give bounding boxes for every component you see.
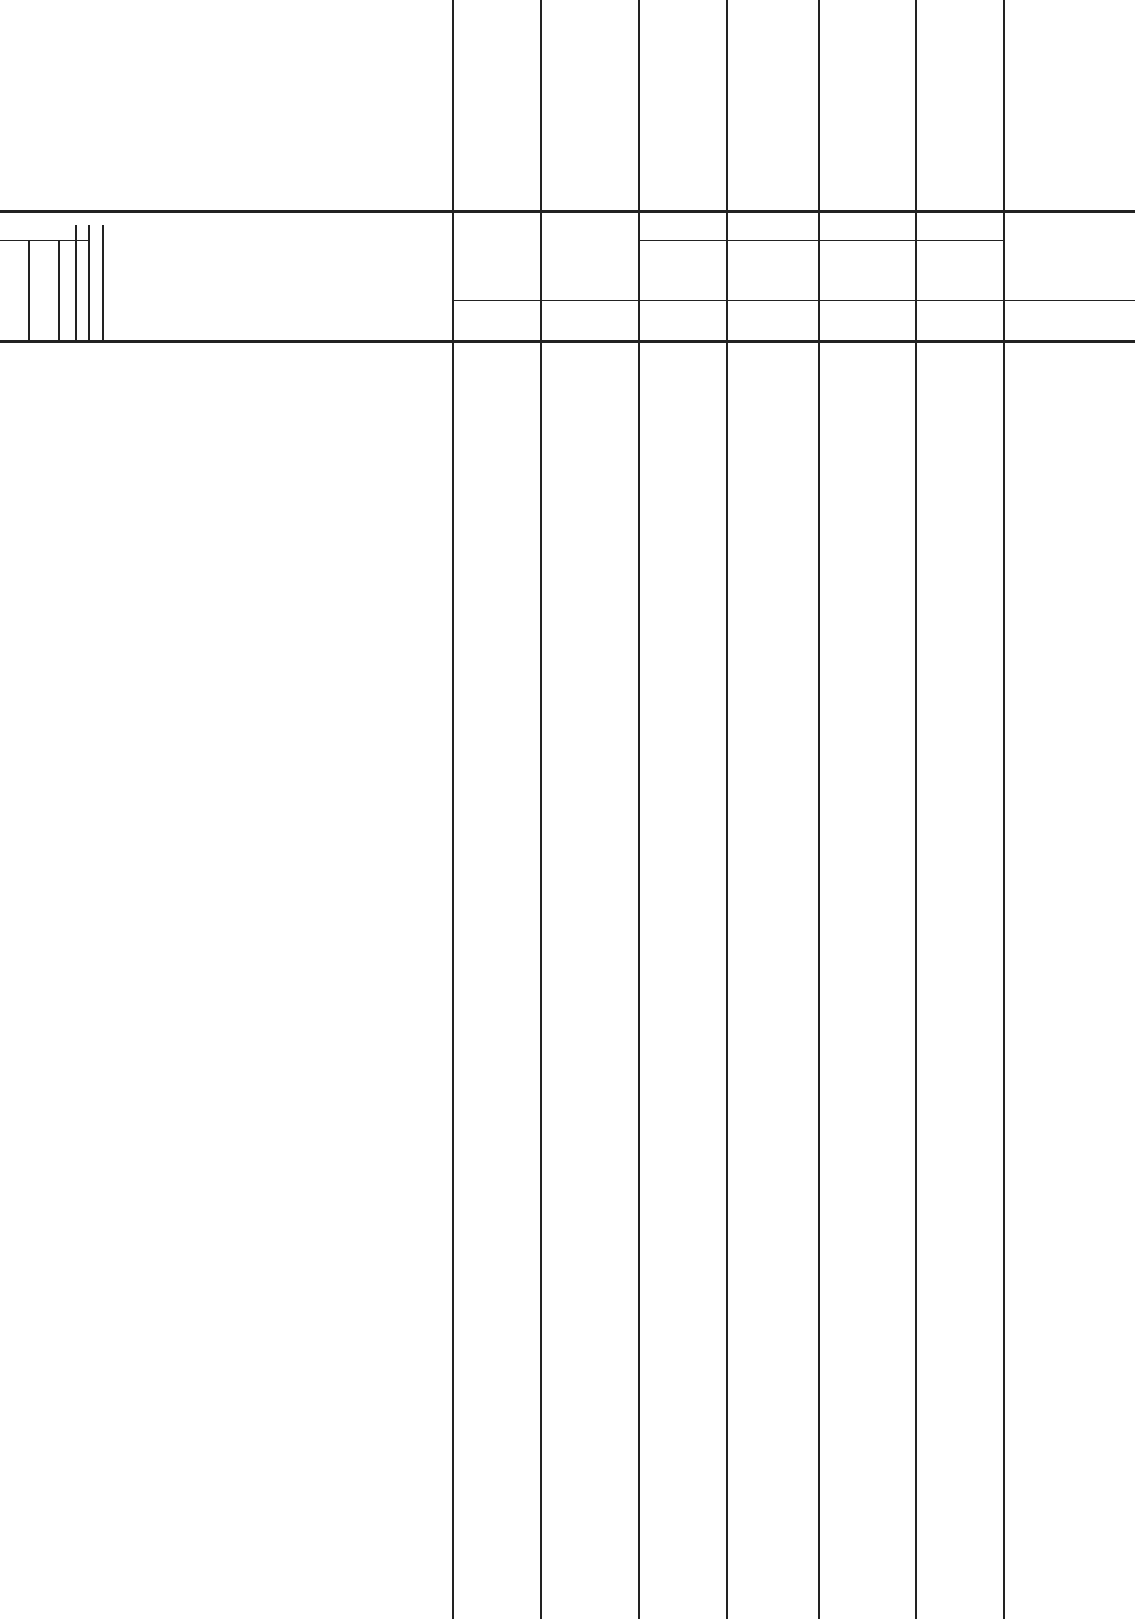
section-separator [0, 210, 1135, 213]
col-rule-p2 [638, 0, 640, 1619]
col-rule-p1 [540, 0, 542, 1619]
col-rule-mut-variavel [1003, 0, 1005, 1619]
col-rule-designacao [452, 0, 454, 1619]
col-rule-variavel [818, 0, 820, 1619]
col-rule-fixa [726, 0, 728, 1619]
col-rule-mut-fixa [915, 0, 917, 1619]
